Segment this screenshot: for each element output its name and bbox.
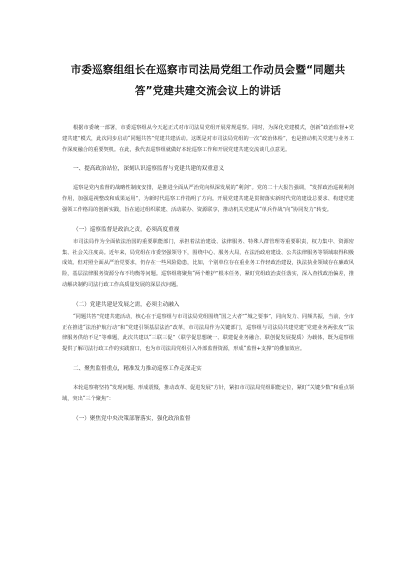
subsection-heading-1-2: （二）党建共建是发展之需，必须主动融入	[73, 301, 180, 308]
section-heading-1: 一、提高政治站位，深刻认识巡察监督与党建共建的双重意义	[73, 166, 225, 173]
paragraph-section-2: 本轮巡察将坚持“发现问题、形成震慑，推动改革、促进发展”方针，紧扣市司法局党组职能定位，紧盯“关键少数”和重点领域，突出“三个聚焦”：	[62, 384, 354, 402]
section-heading-2: 二、聚焦监督重点，精准发力推动巡察工作走深走实	[73, 365, 202, 372]
document-body	[62, 123, 354, 433]
paragraph-subsection-1-2: “同题共答”党建共建活动，核心在于巡察组与市司法局党组围绕“国之大者”“城之要事”，同向发力、同频共振，当前，全市正在推进“法治护航行动”和“党建引领基层法治”改革，市司法局作为关键部门，巡察组与司法局共建党建“党建业务两张皮”“法律服务供给不足”等难题，此次共建以“三联三促”（联学促思想统一、联建促业务融合、联创促发展提质）为载体，既为巡察组提供了解司法行政工作的实践窗口，也为市司法局党组引入外部监督资源，形成“监督+支撑”的叠加效应。	[62, 313, 354, 353]
subsection-heading-2-1: （一）聚焦党中央决策部署落实，强化政治监督	[73, 415, 191, 422]
paragraph-section-1: 巡察是党内监督的战略性制度安排，是推进全面从严治党向纵深发展的“利剑”。党的二十大报告强调，“发挥政治巡视利剑作用，加强巡视整改和成果运用”，为新时代巡察工作指明了方向。开展党建共建是贯彻落实新时代党的建设总要求、构建党建强领工作格局的创新实践，旨在通过组织联建、活动联办、资源联享，推动机关党建从“单兵作战”向“协同发力”转变。	[62, 185, 354, 213]
subsection-heading-1-1: （一）巡察监督是政治之责，必须高度重视	[73, 226, 180, 233]
paragraph-intro: 根据市委统一部署，市委巡察组从今天起正式对市司法局党组开展常规巡察。同时，为深化党建模式，创新“政治监督+党建共建”模式，此次同步启动“同题共答”党建共建活动。这既是对市司法局党组的一次“政治体检”，也是推动机关党建与业务工作深度融合的重要契机。在此，我代表巡察组就做好本轮巡察工作和开展党建共建交流谈几点意见。	[62, 125, 354, 153]
document-title: 市委巡察组组长在巡察市司法局党组工作动员会暨“同题共答”党建共建交流会议上的讲话	[70, 64, 346, 97]
paragraph-subsection-1-1: 市司法局作为全面依法治国的重要职能部门，承担着法治建设、法律服务、特殊人群管理等重要职责，权力集中、资源密集、社会关注度高。近年来，局党组在市委坚强领导下，围绕中心、服务大局，在法治政府建设、公共法律服务等领域取得积极成效。但对照全面从严治党要求，仍存在一些风险隐患，比如，个别单位存在重业务工作轻政治建设，执法执业领域存在廉政风险，基层法律服务资源分布不均衡等问题。巡察组将聚焦“两个维护”根本任务，紧盯党组政治责任落实，深入查找政治偏差，推动解决制约司法行政工作高质量发展的深层次问题。	[62, 238, 354, 288]
